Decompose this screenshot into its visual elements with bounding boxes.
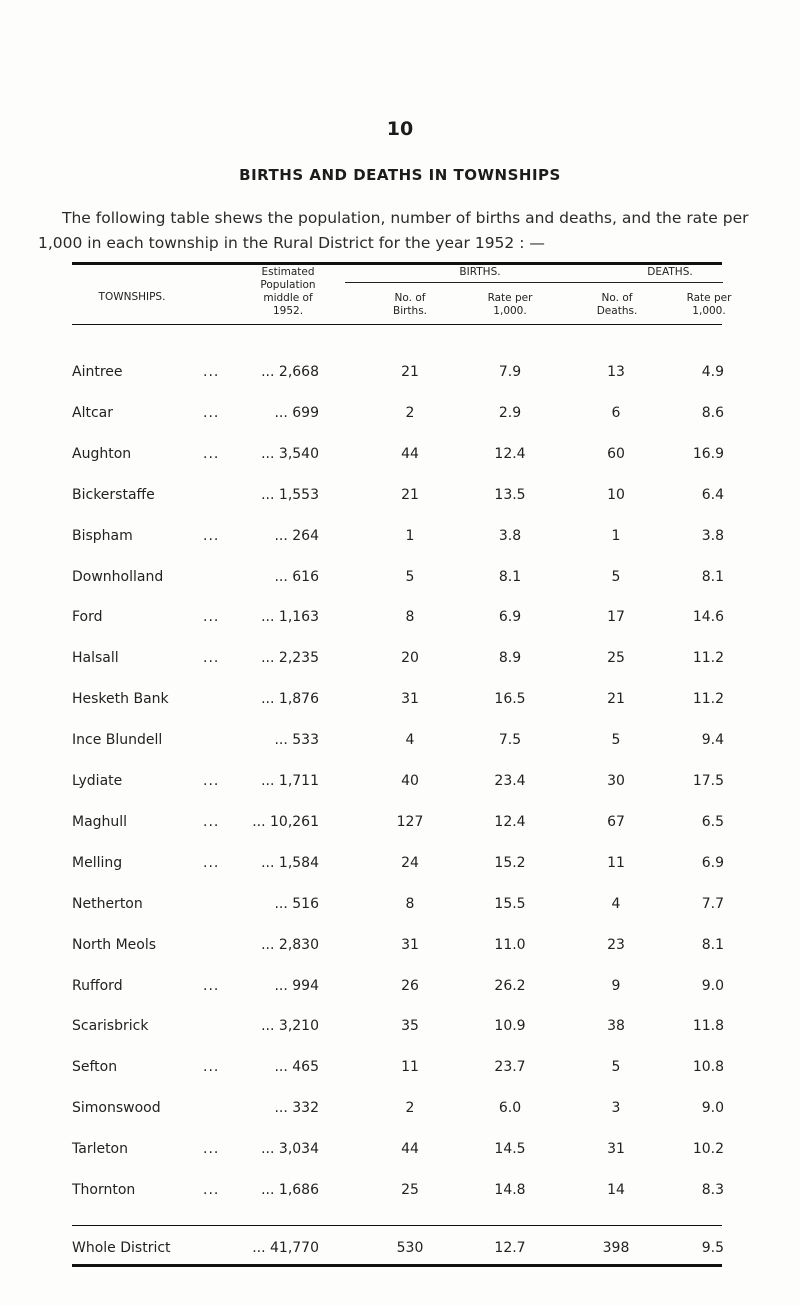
birth-rate-value: 14.5 [494, 1141, 526, 1158]
table-row [0, 405, 800, 429]
births-value: 21 [401, 364, 419, 380]
deaths-value: 60 [607, 445, 625, 462]
header-deaths-group [620, 266, 720, 279]
page-number: 10 [386, 118, 414, 140]
birth-rate-value: 7.9 [498, 364, 522, 380]
header-deaths-no-line2: Deaths. [596, 305, 638, 317]
births-value: 20 [401, 650, 419, 667]
township-name: Ford [72, 609, 103, 626]
deaths-value: 17 [607, 609, 625, 626]
death-rate-value: 8.6 [701, 404, 724, 421]
total-death-rate: 9.5 [701, 1240, 724, 1256]
deaths-value: 38 [607, 1018, 625, 1035]
deaths-value: 9 [611, 977, 621, 994]
death-rate-value: 7.7 [701, 895, 724, 912]
birth-rate-value: 23.4 [494, 773, 526, 789]
table-row [0, 855, 800, 879]
deaths-value: 25 [607, 650, 625, 667]
deaths-value: 30 [607, 773, 625, 789]
table-row [0, 487, 800, 511]
birth-rate-value: 12.4 [494, 445, 526, 462]
death-rate-value: 6.4 [701, 486, 724, 503]
table-bottom-rule [72, 1264, 722, 1267]
table-row [0, 896, 800, 920]
deaths-value: 67 [607, 813, 625, 830]
births-value: 44 [401, 1141, 419, 1158]
death-rate-value: 10.2 [692, 1141, 724, 1158]
births-value: 21 [401, 486, 419, 503]
table-row [0, 773, 800, 797]
population-value: ... 2,830 [261, 936, 319, 953]
death-rate-value: 17.5 [692, 773, 724, 789]
header-births-group [440, 266, 520, 279]
population-value: ... 994 [274, 977, 319, 994]
total-row [0, 1240, 800, 1264]
intro-paragraph: The following table shews the population, number of births and deaths, and the rate per 1,000 in each township in the Rural District for the year 1952 : — [38, 209, 749, 252]
deaths-value: 13 [607, 364, 625, 380]
leader-dots: ... [203, 1059, 220, 1076]
leader-dots: ... [203, 854, 220, 871]
deaths-value: 21 [607, 691, 625, 708]
table-row [0, 650, 800, 674]
township-name: Altcar [72, 404, 113, 421]
leader-dots: ... [203, 404, 220, 421]
township-name: Downholland [72, 568, 164, 585]
table-row [0, 1059, 800, 1083]
population-value: ... 3,540 [261, 445, 319, 462]
leader-dots: ... [203, 977, 220, 994]
leader-dots: ... [203, 445, 220, 462]
township-name: Hesketh Bank [72, 691, 169, 708]
table-row [0, 528, 800, 552]
table-row [0, 1182, 800, 1206]
birth-rate-value: 26.2 [494, 977, 526, 994]
birth-rate-value: 15.5 [494, 895, 526, 912]
header-townships-label: TOWNSHIPS. [98, 291, 166, 303]
total-births: 530 [396, 1240, 424, 1256]
township-name: Sefton [72, 1059, 118, 1076]
township-name: Rufford [72, 977, 123, 994]
death-rate-value: 4.9 [701, 364, 724, 380]
births-value: 4 [405, 732, 415, 749]
death-rate-value: 8.3 [701, 1182, 724, 1198]
township-name: Netherton [72, 895, 143, 912]
header-population [238, 266, 338, 318]
population-value: ... 3,034 [261, 1141, 319, 1158]
header-deaths-label: DEATHS. [647, 266, 693, 278]
deaths-value: 31 [607, 1141, 625, 1158]
township-name: Aintree [72, 364, 123, 380]
page-title: BIRTHS AND DEATHS IN TOWNSHIPS [239, 166, 561, 184]
total-name: Whole District [72, 1240, 171, 1256]
table-row [0, 1100, 800, 1124]
header-townships [72, 291, 192, 304]
population-value: ... 699 [274, 404, 319, 421]
table-row [0, 937, 800, 961]
total-top-rule [72, 1225, 722, 1226]
table-row [0, 1141, 800, 1165]
table-row [0, 364, 800, 388]
table-row [0, 814, 800, 838]
births-value: 127 [396, 813, 424, 830]
population-value: ... 1,163 [261, 609, 319, 626]
header-births-rate-line2: 1,000. [493, 305, 527, 317]
leader-dots: ... [203, 527, 220, 544]
table-row [0, 732, 800, 756]
header-deaths-no-line1: No. of [601, 292, 633, 304]
population-value: ... 533 [274, 732, 319, 749]
township-name: North Meols [72, 936, 157, 953]
header-deaths-rate-line1: Rate per [686, 292, 732, 304]
township-name: Aughton [72, 445, 132, 462]
table-row [0, 978, 800, 1002]
header-births-rate [475, 292, 545, 318]
births-value: 31 [401, 936, 419, 953]
death-rate-value: 11.2 [692, 691, 724, 708]
births-value: 2 [405, 404, 415, 421]
birth-rate-value: 13.5 [494, 486, 526, 503]
deaths-value: 5 [611, 568, 621, 585]
population-value: ... 616 [274, 568, 319, 585]
population-value: ... 1,584 [261, 854, 319, 871]
leader-dots: ... [203, 1141, 220, 1158]
population-value: ... 2,235 [261, 650, 319, 667]
table-top-rule [72, 262, 722, 265]
births-value: 44 [401, 445, 419, 462]
death-rate-value: 14.6 [692, 609, 724, 626]
birth-rate-value: 7.5 [498, 732, 522, 749]
township-name: Maghull [72, 813, 128, 830]
population-value: ... 1,553 [261, 486, 319, 503]
township-name: Thornton [72, 1182, 136, 1198]
births-value: 24 [401, 854, 419, 871]
population-value: ... 2,668 [261, 364, 319, 380]
header-births-no [375, 292, 445, 318]
birth-rate-value: 23.7 [494, 1059, 526, 1076]
death-rate-value: 11.8 [692, 1018, 724, 1035]
births-value: 8 [405, 895, 415, 912]
deaths-value: 23 [607, 936, 625, 953]
population-value: ... 465 [274, 1059, 319, 1076]
header-deaths-rate-line2: 1,000. [692, 305, 726, 317]
total-birth-rate: 12.7 [494, 1240, 526, 1256]
table-row [0, 691, 800, 715]
birth-rate-value: 6.0 [498, 1100, 522, 1117]
death-rate-value: 9.0 [701, 977, 724, 994]
births-value: 31 [401, 691, 419, 708]
header-population-line4: 1952. [272, 305, 304, 317]
header-population-line3: middle of [263, 292, 313, 304]
deaths-value: 14 [607, 1182, 625, 1198]
deaths-value: 5 [611, 1059, 621, 1076]
leader-dots: ... [203, 813, 220, 830]
population-value: ... 1,686 [261, 1182, 319, 1198]
births-value: 1 [405, 527, 415, 544]
birth-rate-value: 14.8 [494, 1182, 526, 1198]
death-rate-value: 9.0 [701, 1100, 724, 1117]
birth-rate-value: 6.9 [498, 609, 522, 626]
birth-rate-value: 12.4 [494, 813, 526, 830]
deaths-value: 4 [611, 895, 621, 912]
death-rate-value: 16.9 [692, 445, 724, 462]
township-name: Melling [72, 854, 123, 871]
township-name: Lydiate [72, 773, 123, 789]
population-value: ... 264 [274, 527, 319, 544]
deaths-value: 5 [611, 732, 621, 749]
township-name: Tarleton [72, 1141, 128, 1158]
population-value: ... 10,261 [252, 813, 319, 830]
header-births-rate-line1: Rate per [487, 292, 533, 304]
birth-rate-value: 2.9 [498, 404, 522, 421]
header-bottom-rule [72, 324, 722, 325]
township-name: Halsall [72, 650, 119, 667]
births-value: 8 [405, 609, 415, 626]
leader-dots: ... [203, 364, 220, 380]
table-row [0, 609, 800, 633]
births-value: 26 [401, 977, 419, 994]
township-name: Ince Blundell [72, 732, 163, 749]
birth-rate-value: 15.2 [494, 854, 526, 871]
header-births-label: BIRTHS. [459, 266, 501, 278]
header-births-no-line2: Births. [392, 305, 428, 317]
death-rate-value: 3.8 [701, 527, 724, 544]
deaths-value: 10 [607, 486, 625, 503]
total-population: ... 41,770 [252, 1240, 319, 1256]
population-value: ... 332 [274, 1100, 319, 1117]
birth-rate-value: 11.0 [494, 936, 526, 953]
births-value: 11 [401, 1059, 419, 1076]
header-population-line1: Estimated [261, 266, 315, 278]
birth-rate-value: 10.9 [494, 1018, 526, 1035]
leader-dots: ... [203, 650, 220, 667]
birth-rate-value: 3.8 [498, 527, 522, 544]
header-deaths-rate [674, 292, 744, 318]
birth-rate-value: 8.9 [498, 650, 522, 667]
header-deaths-no [582, 292, 652, 318]
births-value: 40 [401, 773, 419, 789]
births-value: 35 [401, 1018, 419, 1035]
leader-dots: ... [203, 773, 220, 789]
header-births-no-line1: No. of [394, 292, 426, 304]
population-value: ... 1,876 [261, 691, 319, 708]
birth-rate-value: 8.1 [498, 568, 522, 585]
table-row [0, 1018, 800, 1042]
total-deaths: 398 [602, 1240, 630, 1256]
population-value: ... 516 [274, 895, 319, 912]
table-row [0, 569, 800, 593]
leader-dots: ... [203, 609, 220, 626]
births-value: 5 [405, 568, 415, 585]
township-name: Scarisbrick [72, 1018, 149, 1035]
deaths-value: 6 [611, 404, 621, 421]
deaths-value: 3 [611, 1100, 621, 1117]
township-name: Simonswood [72, 1100, 161, 1117]
deaths-value: 1 [611, 527, 621, 544]
death-rate-value: 10.8 [692, 1059, 724, 1076]
births-value: 2 [405, 1100, 415, 1117]
death-rate-value: 11.2 [692, 650, 724, 667]
deaths-value: 11 [607, 854, 625, 871]
header-population-line2: Population [260, 279, 316, 291]
death-rate-value: 8.1 [701, 568, 724, 585]
township-name: Bispham [72, 527, 133, 544]
population-value: ... 1,711 [261, 773, 319, 789]
death-rate-value: 6.9 [701, 854, 724, 871]
death-rate-value: 9.4 [701, 732, 724, 749]
death-rate-value: 8.1 [701, 936, 724, 953]
township-name: Bickerstaffe [72, 486, 155, 503]
population-value: ... 3,210 [261, 1018, 319, 1035]
leader-dots: ... [203, 1182, 220, 1198]
death-rate-value: 6.5 [701, 813, 724, 830]
header-sub-rule [345, 282, 723, 283]
table-row [0, 446, 800, 470]
birth-rate-value: 16.5 [494, 691, 526, 708]
births-value: 25 [401, 1182, 419, 1198]
